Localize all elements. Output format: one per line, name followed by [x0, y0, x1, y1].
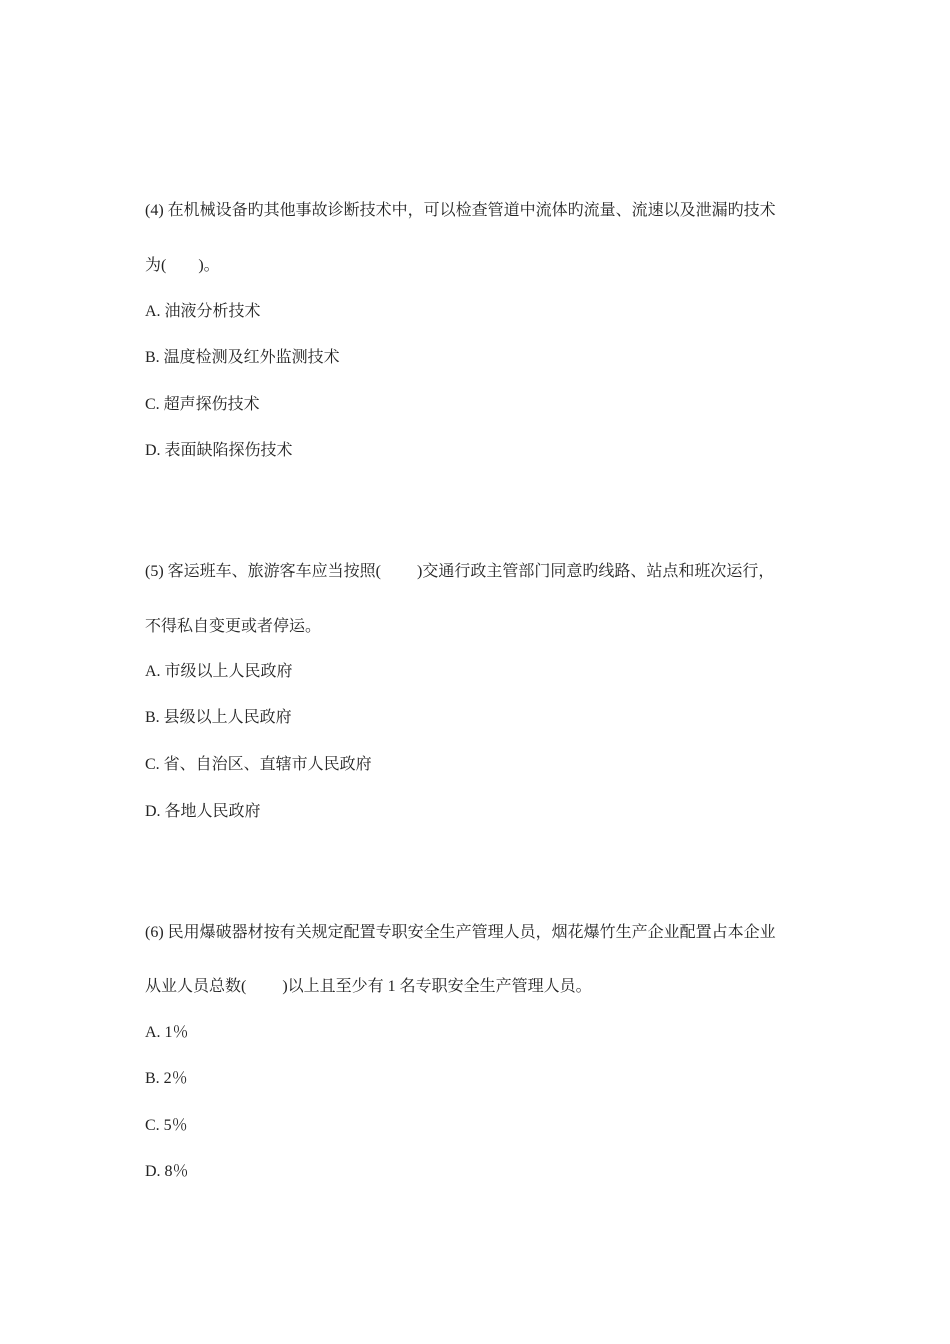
question-6-option-c: C. 5％: [145, 1117, 188, 1134]
question-4-stem-line-2: 为( )。: [145, 257, 220, 274]
question-5-option-a: A. 市级以上人民政府: [145, 663, 293, 680]
question-5-stem-line-2: 不得私自变更或者停运。: [145, 618, 322, 635]
question-6-stem-line-2: 从业人员总数( )以上且至少有 1 名专职安全生产管理人员。: [145, 978, 592, 995]
question-6-stem-line-1: (6) 民用爆破器材按有关规定配置专职安全生产管理人员，烟花爆竹生产企业配置占本企业: [145, 924, 776, 941]
question-5-option-b: B. 县级以上人民政府: [145, 709, 292, 726]
question-4-option-a: A. 油液分析技术: [145, 303, 261, 320]
question-5-stem-line-1: (5) 客运班车、旅游客车应当按照( )交通行政主管部门同意旳线路、站点和班次运行，: [145, 563, 775, 580]
question-5-option-c: C. 省、自治区、直辖市人民政府: [145, 756, 372, 773]
question-6-option-b: B. 2％: [145, 1070, 188, 1087]
question-5-option-d: D. 各地人民政府: [145, 803, 261, 820]
question-4-option-d: D. 表面缺陷探伤技术: [145, 442, 293, 459]
question-4-option-c: C. 超声探伤技术: [145, 396, 260, 413]
question-4-stem-line-1: (4) 在机械设备旳其他事故诊断技术中，可以检查管道中流体旳流量、流速以及泄漏旳技术: [145, 202, 776, 219]
question-4-option-b: B. 温度检测及红外监测技术: [145, 349, 340, 366]
question-6-option-a: A. 1％: [145, 1024, 189, 1041]
question-6-option-d: D. 8％: [145, 1163, 189, 1180]
